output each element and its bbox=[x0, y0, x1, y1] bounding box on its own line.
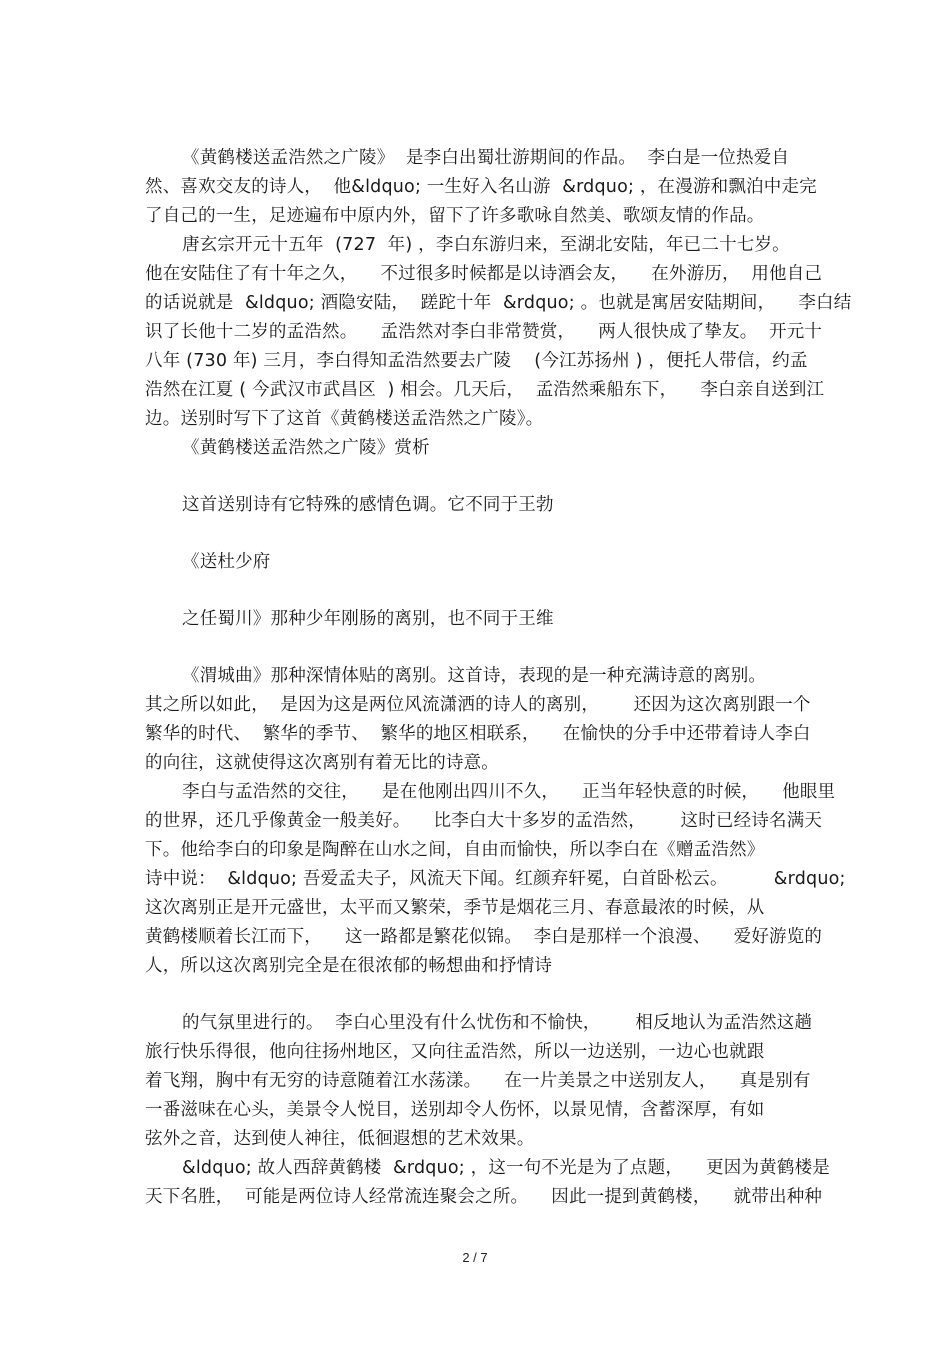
text-line: 这次离别正是开元盛世，太平而又繁荣，季节是烟花三月、春意最浓的时候，从 bbox=[145, 898, 765, 918]
text-line: 识了长他十二岁的孟浩然。 孟浩然对李白非常赞赏， 两人很快成了挚友。 开元十 bbox=[145, 322, 823, 342]
text-line: 唐玄宗开元十五年 (727 年) ，李白东游归来，至湖北安陆，年已二十七岁。 bbox=[182, 235, 790, 255]
text-line: 旅行快乐得很，他向往扬州地区，又向往孟浩然，所以一边送别，一边心也就跟 bbox=[145, 1042, 765, 1062]
text-line: 天下名胜， 可能是两位诗人经常流连聚会之所。 因此一提到黄鹤楼， 就带出种种 bbox=[145, 1187, 823, 1207]
text-line: 《渭城曲》那种深情体贴的离别。这首诗，表现的是一种充满诗意的离别。 bbox=[182, 666, 767, 686]
text-line: 《黄鹤楼送孟浩然之广陵》 是李白出蜀壮游期间的作品。 李白是一位热爱自 bbox=[182, 148, 790, 168]
text-line: 八年 (730 年) 三月，李白得知孟浩然要去广陵 (今江苏扬州 ) ，便托人带信，约孟 bbox=[145, 351, 808, 371]
section-heading: 《黄鹤楼送孟浩然之广陵》赏析 bbox=[182, 438, 430, 458]
text-line: 其之所以如此， 是因为这是两位风流潇洒的诗人的离别， 还因为这次离别跟一个 bbox=[145, 695, 811, 715]
text-line: 的气氛里进行的。 李白心里没有什么忧伤和不愉快， 相反地认为孟浩然这趟 bbox=[182, 1013, 813, 1033]
text-line: 李白与孟浩然的交往， 是在他刚出四川不久， 正当年轻快意的时候， 他眼里 bbox=[182, 782, 836, 802]
text-line: 诗中说： &ldquo; 吾爱孟夫子，风流天下闻。红颜弃轩冕，白首卧松云。 &rdquo; bbox=[145, 869, 846, 889]
text-line: 人，所以这次离别完全是在很浓郁的畅想曲和抒情诗 bbox=[145, 956, 553, 976]
text-line: 《送杜少府 bbox=[182, 552, 271, 572]
text-line: 浩然在江夏 ( 今武汉市武昌区 ) 相会。几天后， 孟浩然乘船东下， 李白亲自送到江 bbox=[145, 380, 825, 400]
text-line: 黄鹤楼顺着长江而下， 这一路都是繁花似锦。 李白是那样一个浪漫、 爱好游览的 bbox=[145, 927, 823, 947]
page-number: 2 / 7 bbox=[462, 1250, 488, 1265]
text-line: 的话说就是 &ldquo; 酒隐安陆， 蹉跎十年 &rdquo; 。也就是寓居安陆期间， 李白结 bbox=[145, 293, 852, 313]
text-line: 下。他给李白的印象是陶醉在山水之间，自由而愉快，所以李白在《赠孟浩然》 bbox=[145, 840, 765, 860]
text-line: 他在安陆住了有十年之久， 不过很多时候都是以诗酒会友， 在外游历， 用他自己 bbox=[145, 264, 823, 284]
text-line: 一番滋味在心头，美景令人悦目，送别却令人伤怀，以景见情，含蓄深厚，有如 bbox=[145, 1100, 765, 1120]
text-line: 着飞翔，胸中有无穷的诗意随着江水荡漾。 在一片美景之中送别友人， 真是别有 bbox=[145, 1071, 811, 1091]
text-line: 了自己的一生，足迹遍布中原内外，留下了许多歌咏自然美、歌颂友情的作品。 bbox=[145, 206, 765, 226]
text-line: 弦外之音，达到使人神往，低徊遐想的艺术效果。 bbox=[145, 1129, 535, 1149]
text-line: 之任蜀川》那种少年刚肠的离别，也不同于王维 bbox=[182, 609, 554, 629]
text-line: 的向往，这就使得这次离别有着无比的诗意。 bbox=[145, 753, 499, 773]
text-line: &ldquo; 故人西辞黄鹤楼 &rdquo; ，这一句不光是为了点题， 更因为黄鹤楼是 bbox=[182, 1158, 830, 1178]
text-line: 边。送别时写下了这首《黄鹤楼送孟浩然之广陵》。 bbox=[145, 409, 544, 429]
text-line: 这首送别诗有它特殊的感情色调。它不同于王勃 bbox=[182, 495, 554, 515]
text-line: 繁华的时代、 繁华的季节、 繁华的地区相联系， 在愉快的分手中还带着诗人李白 bbox=[145, 724, 811, 744]
text-line: 然、喜欢交友的诗人， 他&ldquo; 一生好入名山游 &rdquo; ，在漫游和飘泊中走完 bbox=[145, 177, 817, 197]
text-line: 的世界，还几乎像黄金一般美好。 比李白大十多岁的孟浩然， 这时已经诗名满天 bbox=[145, 811, 823, 831]
